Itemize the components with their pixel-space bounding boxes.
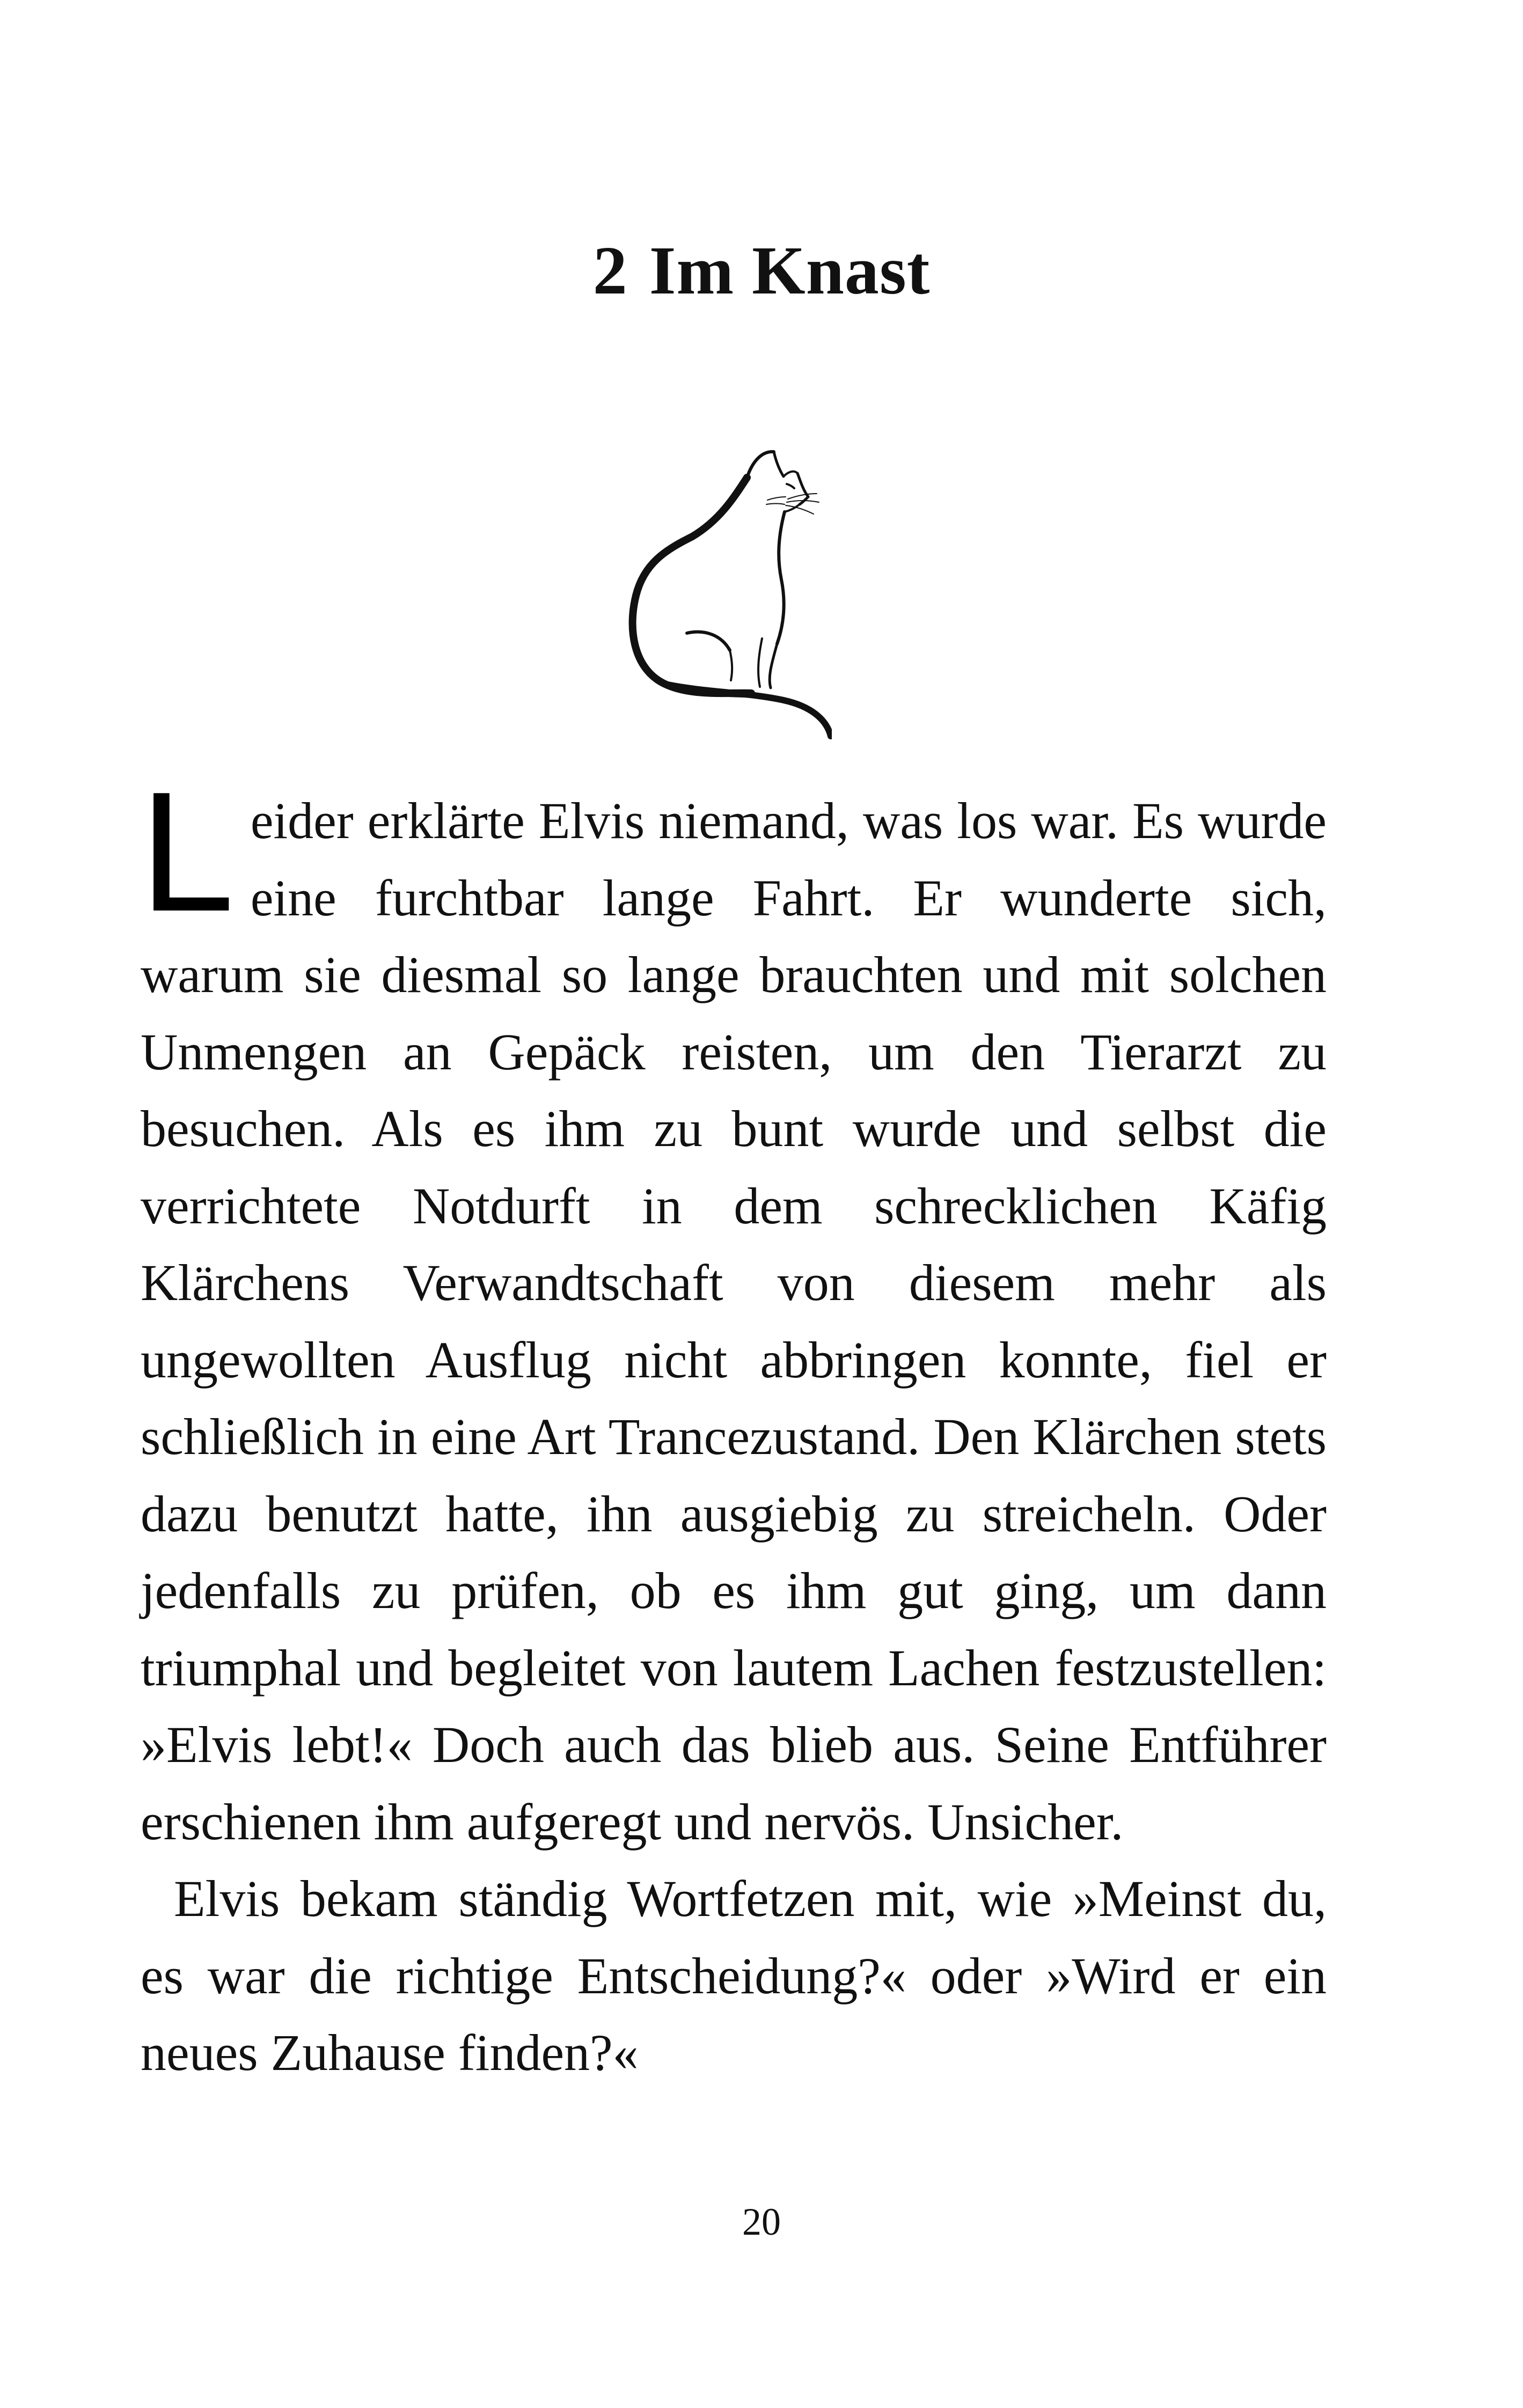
page-number: 20: [742, 2200, 781, 2243]
cat-silhouette-icon: [606, 440, 832, 740]
paragraph-text: eider erklärte Elvis niemand, was los war. Es wurde eine furchtbar lange Fahrt. Er wunderte sich, warum sie diesmal so lange brauchten und mit solchen Unmengen an Gepäck reisten, um den Tierarzt zu besuchen. Als es ihm zu bunt wurde und selbst die verrichtete Notdurft in dem schrecklichen Käfig Klärchens Verwandtschaft von diesem mehr als ungewollten Ausflug nicht abbringen konnte, fiel er schließlich in eine Art Trancezustand. Den Klärchen stets dazu benutzt hatte, ihn ausgiebig zu streicheln. Oder jedenfalls zu prüfen, ob es ihm gut ging, um dann triumphal und begleitet von lautem Lachen festzustellen: »Elvis lebt!« Doch auch das blieb aus. Seine Entführer erschienen ihm aufgeregt und nervös. Unsicher.: [141, 792, 1327, 1851]
drop-cap: L: [140, 757, 235, 947]
paragraph-text: Elvis bekam ständig Wortfetzen mit, wie »Meinst du, es war die richtige Entscheidung?« oder »Wird er ein neues Zuhause finden?«: [141, 1870, 1327, 2081]
paragraph: [141, 1860, 1327, 2091]
paragraph: [140, 757, 1327, 1860]
chapter-heading: [0, 232, 1523, 309]
chapter-body: [140, 757, 1327, 2091]
chapter-number: 2: [592, 232, 628, 309]
chapter-title: Im Knast: [649, 232, 931, 309]
